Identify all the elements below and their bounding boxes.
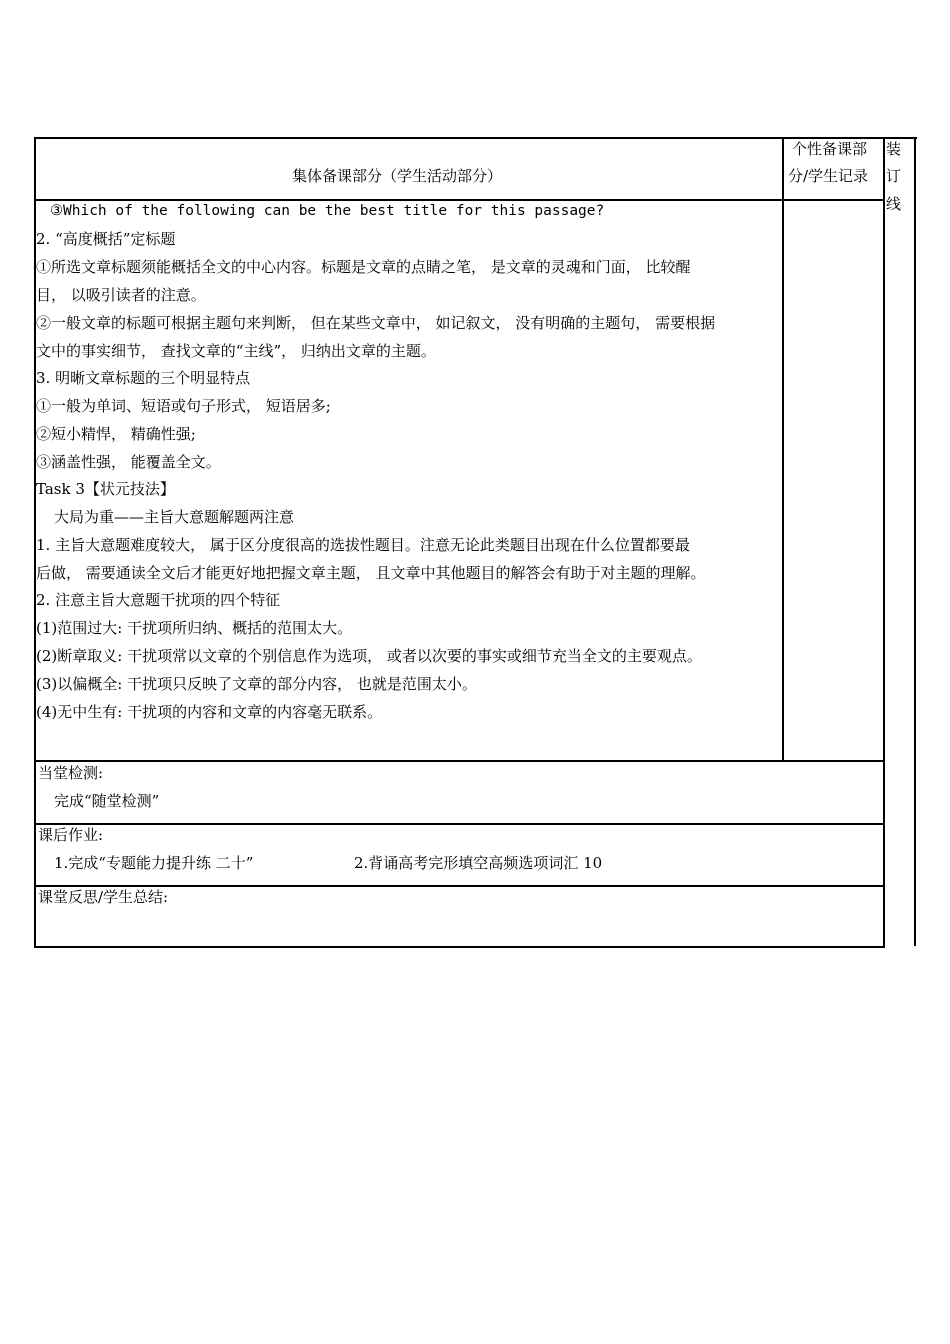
tip-2-title: 2. 注意主旨大意题干扰项的四个特征 [36, 591, 281, 609]
section-3-title: 3. 明晰文章标题的三个明显特点 [36, 369, 251, 387]
homework-label: 课后作业: [38, 826, 104, 844]
section-3-item1: ①一般为单词、短语或句子形式， 短语居多; [36, 397, 331, 415]
table-border-top [34, 137, 917, 139]
column-divider [782, 137, 784, 761]
row-divider-homework [34, 823, 885, 825]
main-header-title: 集体备课部分（学生活动部分） [292, 167, 503, 185]
question-3: ③Which of the following can be the best title for this passage? [50, 203, 605, 219]
section-2-point1-line1: ①所选文章标题须能概括全文的中心内容。标题是文章的点睛之笔， 是文章的灵魂和门面， 比较醒 [36, 258, 691, 276]
check-text: 完成“随堂检测” [54, 792, 160, 810]
table-border-right [883, 137, 885, 948]
section-2-point1-line2: 目， 以吸引读者的注意。 [36, 286, 206, 304]
table-border-bottom [34, 946, 885, 948]
section-3-item3: ③涵盖性强， 能覆盖全文。 [36, 453, 221, 471]
side-header-line2: 分/学生记录 [788, 167, 869, 185]
binding-char-2: 订 [886, 167, 902, 185]
section-2-title: 2. “高度概括”定标题 [36, 230, 176, 248]
task-3-title: Task 3【状元技法】 [36, 480, 175, 498]
feature-2: (2)断章取义: 干扰项常以文章的个别信息作为选项， 或者以次要的事实或细节充当全文的主要观点。 [36, 647, 702, 665]
side-header-line1: 个性备课部 [792, 140, 868, 158]
feature-3: (3)以偏概全: 干扰项只反映了文章的部分内容， 也就是范围太小。 [36, 675, 477, 693]
homework-item-2: 2.背诵高考完形填空高频选项词汇 10 [354, 854, 603, 872]
homework-item-1: 1.完成“专题能力提升练 二十” [54, 854, 254, 872]
check-label: 当堂检测: [38, 764, 104, 782]
feature-1: (1)范围过大: 干扰项所归纳、概括的范围太大。 [36, 619, 353, 637]
section-3-item2: ②短小精悍， 精确性强; [36, 425, 196, 443]
row-divider-check [34, 760, 885, 762]
reflection-label: 课堂反思/学生总结: [38, 888, 169, 906]
section-2-point2-line1: ②一般文章的标题可根据主题句来判断， 但在某些文章中， 如记叙文， 没有明确的主题句， 需要根据 [36, 314, 716, 332]
feature-4: (4)无中生有: 干扰项的内容和文章的内容毫无联系。 [36, 703, 383, 721]
task-3-subtitle: 大局为重——主旨大意题解题两注意 [54, 508, 295, 526]
binding-line [914, 137, 916, 946]
section-2-point2-line2: 文中的事实细节， 查找文章的“主线”， 归纳出文章的主题。 [36, 342, 436, 360]
binding-char-1: 装 [886, 140, 902, 158]
binding-char-3: 线 [886, 195, 902, 213]
tip-1-line1: 1. 主旨大意题难度较大， 属于区分度很高的选拔性题目。注意无论此类题目出现在什么位置都要最 [36, 536, 690, 554]
tip-1-line2: 后做， 需要通读全文后才能更好地把握文章主题， 且文章中其他题目的解答会有助于对主题的理解。 [36, 564, 706, 582]
